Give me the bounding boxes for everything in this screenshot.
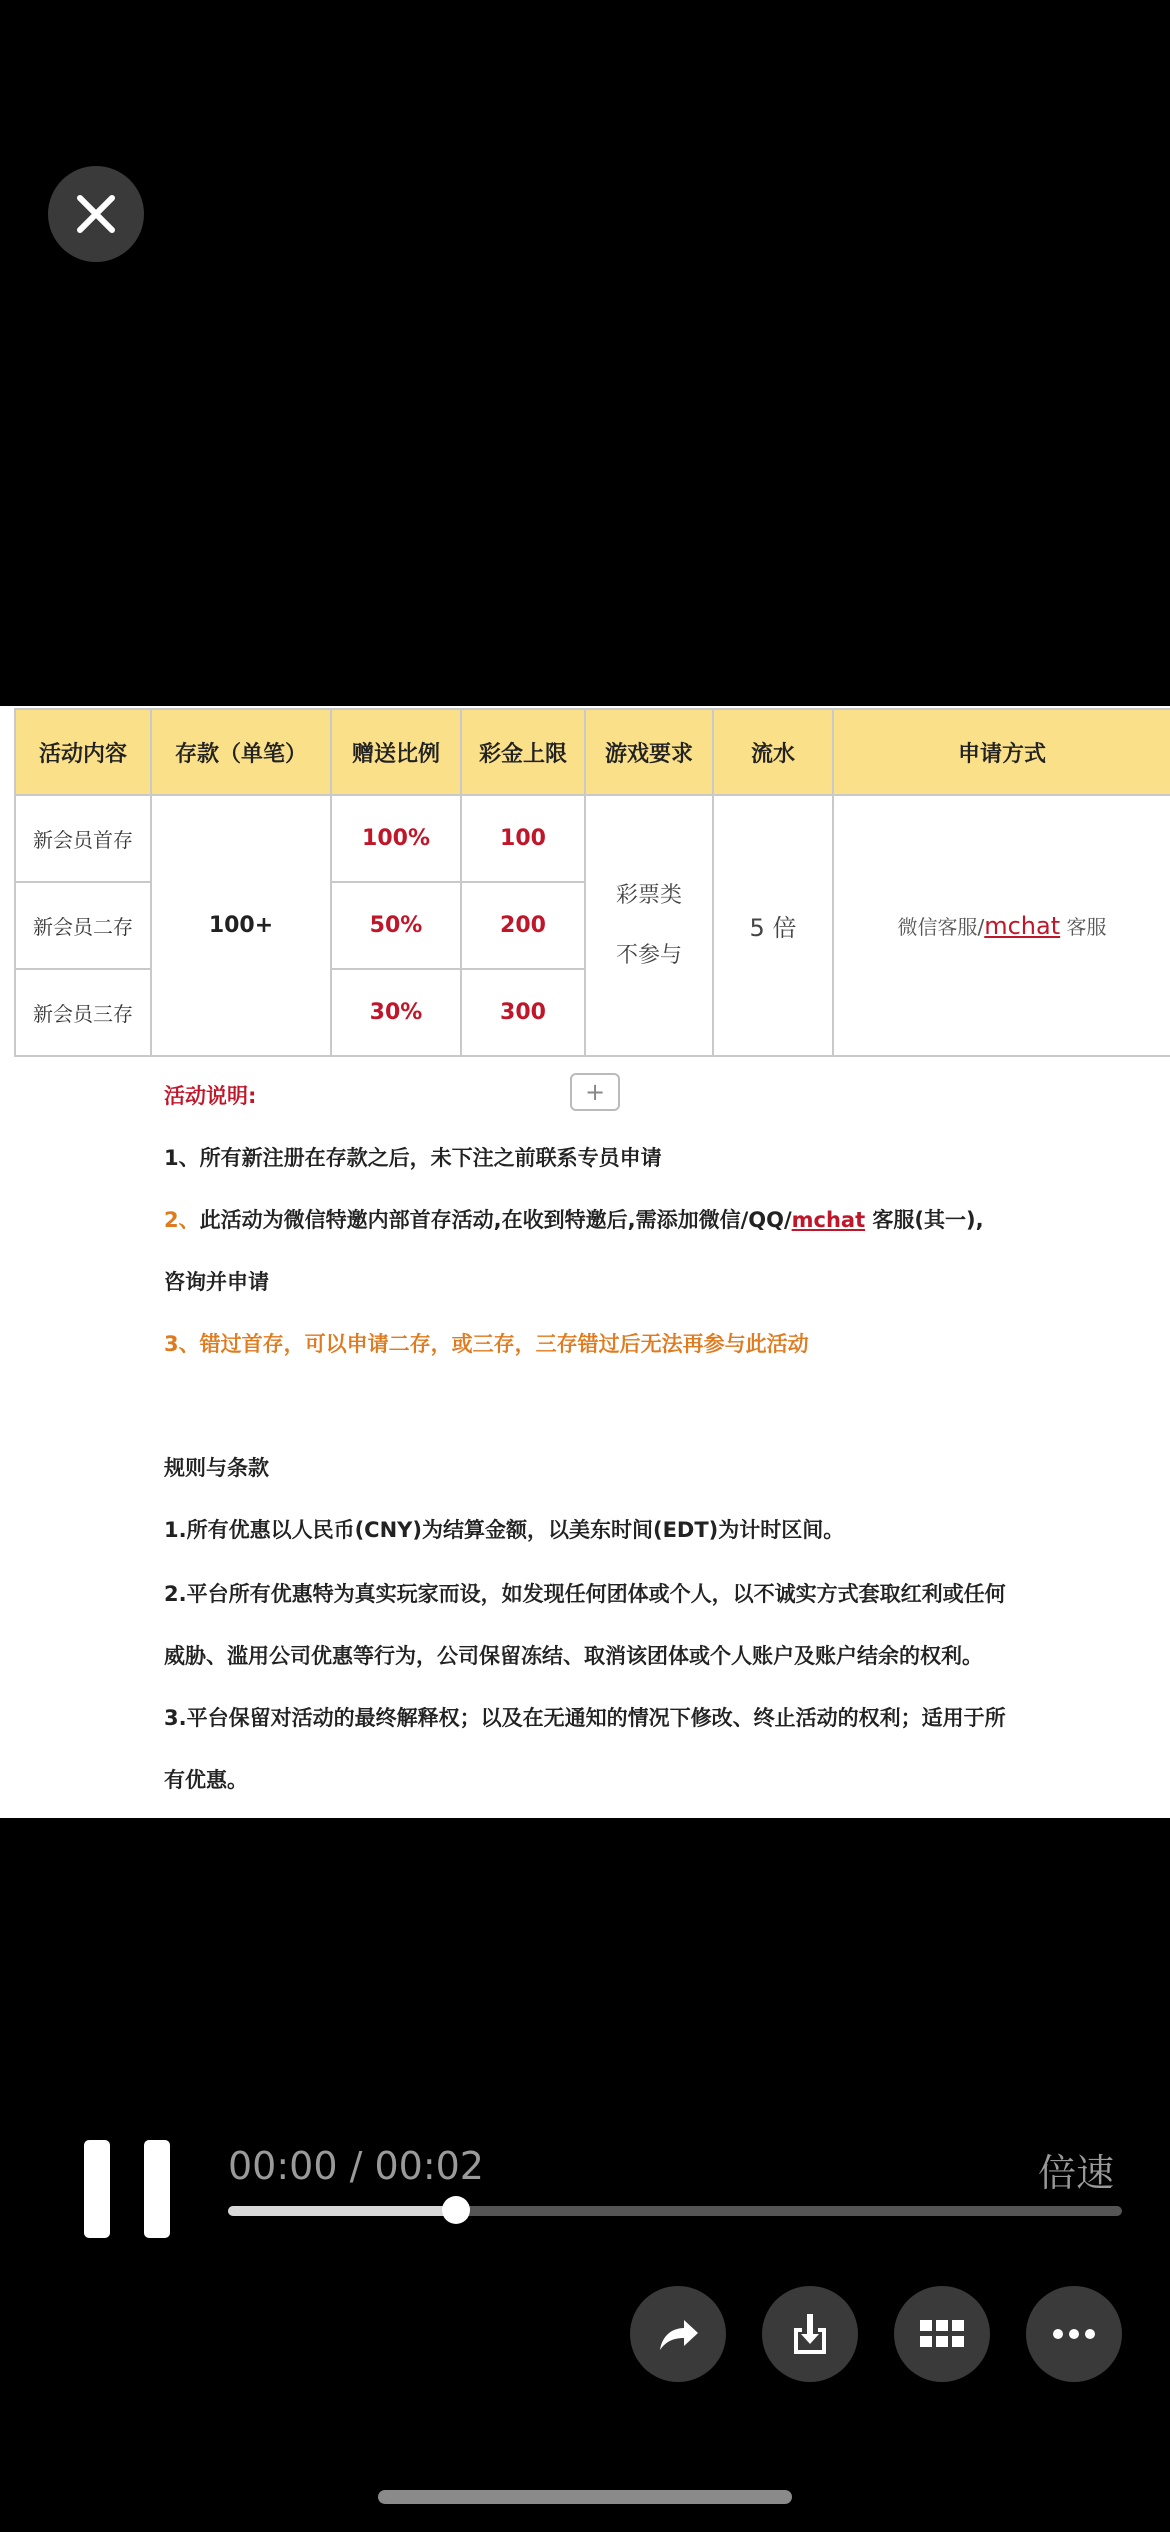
terms-heading: 规则与条款: [164, 1456, 269, 1480]
pause-button[interactable]: [84, 2140, 170, 2238]
header-cell: 申请方式: [833, 709, 1170, 795]
apply-method-cell: [833, 795, 1170, 1056]
ratio-cell: 30%: [331, 969, 461, 1056]
header-cell: 彩金上限: [461, 709, 585, 795]
notes-heading: 活动说明:: [164, 1084, 257, 1108]
close-button[interactable]: [48, 166, 144, 262]
notes-item-2-num: 2、: [164, 1208, 200, 1232]
time-display: 00:00 / 00:02: [228, 2144, 484, 2188]
row-name-cell: 新会员二存: [15, 882, 151, 969]
notes-item-3: 3、错过首存，可以申请二存，或三存，三存错过后无法再参与此活动: [164, 1332, 809, 1356]
apply-suffix: 客服: [1060, 915, 1107, 939]
ratio-cell: 100%: [331, 795, 461, 882]
terms-item-3-cont: 有优惠。: [164, 1768, 248, 1792]
progress-fill: [228, 2206, 456, 2216]
notes-item-2-cont: 咨询并申请: [164, 1270, 269, 1294]
header-cell: 存款（单笔）: [151, 709, 331, 795]
terms-item-2-cont: 威胁、滥用公司优惠等行为，公司保留冻结、取消该团体或个人账户及账户结余的权利。: [164, 1644, 983, 1668]
share-button[interactable]: [630, 2286, 726, 2382]
terms-item-1: 1.所有优惠以人民币(CNY)为结算金额，以美东时间(EDT)为计时区间。: [164, 1518, 845, 1542]
more-button[interactable]: [1026, 2286, 1122, 2382]
home-indicator: [378, 2490, 792, 2504]
table-row: [15, 795, 1170, 882]
grid-icon: [916, 2308, 968, 2360]
terms-item-2: 2.平台所有优惠特为真实玩家而设，如发现任何团体或个人，以不诚实方式套取红利或任何: [164, 1582, 1006, 1606]
notes-item-2: [164, 1204, 984, 1234]
apply-mchat: mchat: [984, 912, 1061, 940]
promo-table: [14, 708, 1170, 1057]
share-icon: [652, 2308, 704, 2360]
notes-item-2-text-b: 客服(其一),: [865, 1208, 984, 1232]
row-name-cell: 新会员三存: [15, 969, 151, 1056]
game-requirement-cell: [585, 795, 713, 1056]
turnover-cell: 5 倍: [713, 795, 833, 1056]
game-line: 不参与: [615, 942, 682, 968]
promo-image: [0, 706, 1170, 1818]
header-cell: 赠送比例: [331, 709, 461, 795]
save-icon: [784, 2308, 836, 2360]
close-icon: [74, 192, 118, 236]
progress-bar[interactable]: [228, 2206, 1122, 2216]
speed-button[interactable]: 倍速: [1038, 2151, 1115, 2195]
row-name-cell: 新会员首存: [15, 795, 151, 882]
cap-cell: 200: [461, 882, 585, 969]
header-cell: 活动内容: [15, 709, 151, 795]
deposit-cell: 100+: [151, 795, 331, 1056]
apply-prefix: 微信客服/: [897, 915, 985, 939]
notes-item-1: 1、所有新注册在存款之后，未下注之前联系专员申请: [164, 1146, 662, 1170]
ratio-cell: 50%: [331, 882, 461, 969]
add-button[interactable]: +: [570, 1073, 620, 1111]
terms-item-3: 3.平台保留对活动的最终解释权；以及在无通知的情况下修改、终止活动的权利；适用于所: [164, 1706, 1006, 1730]
cap-cell: 300: [461, 969, 585, 1056]
header-cell: 流水: [713, 709, 833, 795]
table-header-row: [15, 709, 1170, 795]
game-line: 彩票类: [615, 882, 682, 908]
more-icon: [1048, 2308, 1100, 2360]
header-cell: 游戏要求: [585, 709, 713, 795]
grid-button[interactable]: [894, 2286, 990, 2382]
progress-knob[interactable]: [442, 2196, 470, 2224]
notes-item-2-mchat: mchat: [791, 1208, 866, 1232]
notes-item-2-text: 此活动为微信特邀内部首存活动,在收到特邀后,需添加微信/QQ/: [199, 1208, 792, 1232]
save-button[interactable]: [762, 2286, 858, 2382]
cap-cell: 100: [461, 795, 585, 882]
